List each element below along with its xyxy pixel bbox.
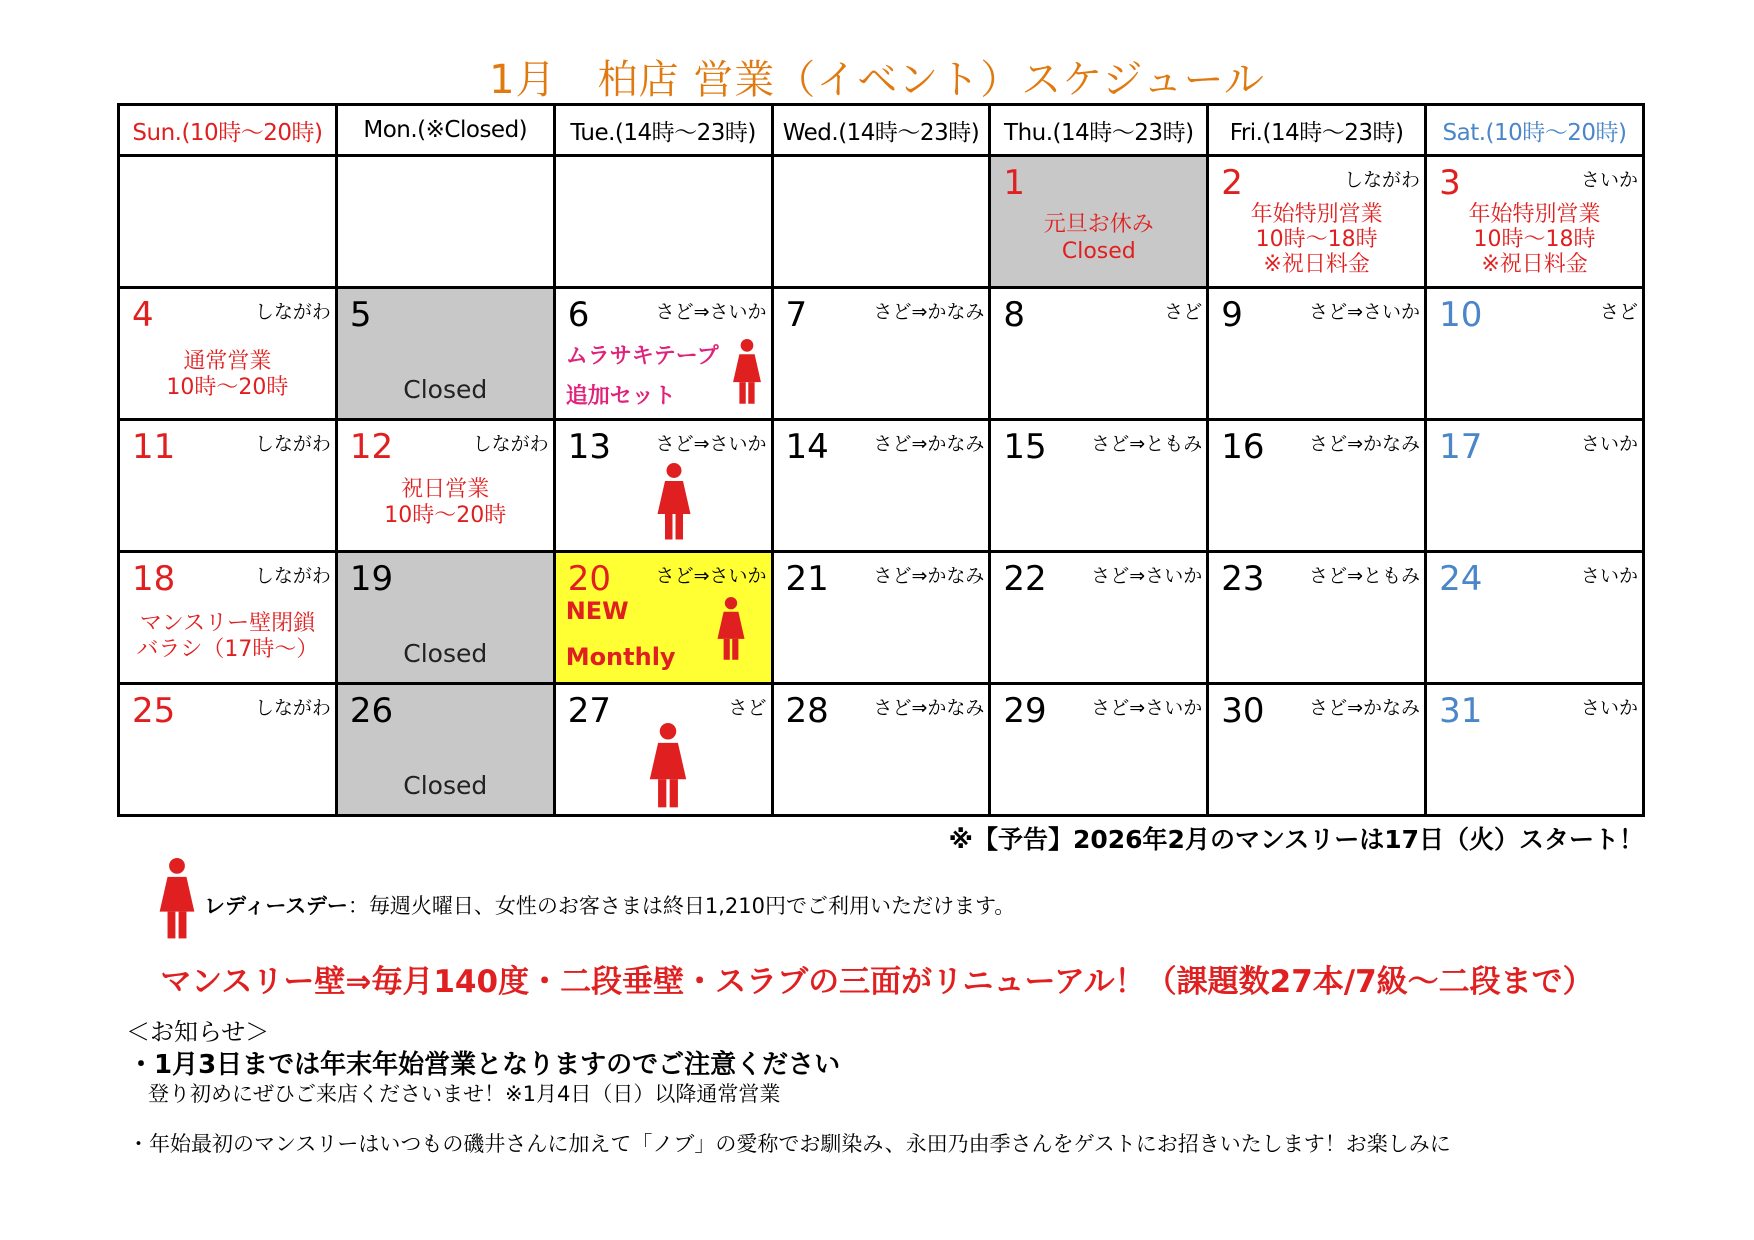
staff-name: さど	[1599, 301, 1638, 323]
day-number: 25	[132, 691, 176, 731]
page-title: 1月 柏店 営業（イベント）スケジュール	[489, 57, 1265, 103]
day-number: 18	[132, 559, 176, 599]
day-note: バラシ（17時～）	[136, 637, 319, 662]
day-cell-27	[554, 684, 772, 816]
day-note: Closed	[1061, 239, 1136, 264]
week-row	[119, 684, 1644, 816]
day-cell-1	[990, 156, 1208, 288]
day-number: 27	[567, 691, 611, 731]
day-cell-10	[1426, 288, 1644, 420]
day-number: 15	[1003, 427, 1047, 467]
day-cell-22	[990, 552, 1208, 684]
day-number: 13	[567, 427, 611, 467]
day-cell-2	[1208, 156, 1426, 288]
week-row	[119, 156, 1644, 288]
staff-name: さど⇒さいか	[655, 301, 767, 323]
day-number: 4	[132, 295, 154, 335]
day-number: 2	[1221, 163, 1243, 203]
woman-icon	[731, 339, 763, 409]
day-number: 5	[349, 295, 372, 335]
notice-item-sub: 登り初めにぜひご来店くださいませ！※1月4日（日）以降通常営業	[148, 1082, 781, 1106]
day-note: 年始特別営業	[1250, 202, 1383, 227]
staff-name: さど⇒かなみ	[873, 301, 985, 323]
header-thursday: Thu.(14時～23時)	[990, 105, 1208, 156]
staff-name: しながわ	[254, 433, 331, 455]
woman-icon	[158, 858, 196, 944]
day-cell-13	[554, 420, 772, 552]
staff-name: さど⇒かなみ	[873, 433, 985, 455]
legend-description: ：毎週火曜日、女性のお客さまは終日1,210円でご利用いただけます。	[347, 894, 1016, 918]
staff-name: さいか	[1580, 565, 1638, 587]
event-label: NEW	[565, 597, 629, 625]
day-cell-29	[990, 684, 1208, 816]
staff-name: さいか	[1580, 169, 1638, 191]
staff-name: さいか	[1580, 433, 1638, 455]
day-cell-4	[119, 288, 337, 420]
notice-item: ・1月3日までは年末年始営業となりますのでご注意ください	[128, 1050, 841, 1080]
day-note: 10時～18時	[1255, 227, 1378, 252]
day-number: 28	[785, 691, 829, 731]
week-row	[119, 552, 1644, 684]
day-cell-15	[990, 420, 1208, 552]
staff-name: さど	[1164, 301, 1203, 323]
day-cell-30	[1208, 684, 1426, 816]
header-tuesday: Tue.(14時～23時)	[554, 105, 772, 156]
staff-name: しながわ	[254, 301, 331, 323]
day-cell-28	[772, 684, 990, 816]
day-cell-19	[336, 552, 554, 684]
day-note: 10時～20時	[384, 503, 507, 528]
day-number: 17	[1439, 427, 1483, 467]
empty-day-cell	[119, 156, 337, 288]
day-number: 30	[1221, 691, 1265, 731]
day-number: 19	[349, 559, 394, 599]
event-label: ムラサキテープ	[565, 344, 719, 369]
day-number: 22	[1003, 559, 1047, 599]
staff-name: さど⇒ともみ	[1091, 433, 1203, 455]
day-cell-7	[772, 288, 990, 420]
empty-day-cell	[554, 156, 772, 288]
weekday-header-row	[119, 105, 1644, 156]
closed-label: Closed	[403, 639, 488, 668]
preview-note: ※【予告】2026年2月のマンスリーは17日（火）スタート！	[948, 825, 1644, 854]
ladies-day-legend	[204, 890, 1015, 920]
day-number: 31	[1439, 691, 1483, 731]
day-cell-20	[554, 552, 772, 684]
staff-name: さど	[728, 697, 767, 719]
staff-name: さど⇒さいか	[1309, 301, 1421, 323]
day-number: 1	[1003, 163, 1026, 203]
day-cell-9	[1208, 288, 1426, 420]
legend-label: レディースデー	[204, 894, 348, 918]
day-note: マンスリー壁閉鎖	[139, 611, 316, 636]
staff-name: さど⇒ともみ	[1309, 565, 1421, 587]
header-saturday: Sat.(10時～20時)	[1426, 105, 1644, 156]
staff-name: さど⇒かなみ	[1309, 697, 1421, 719]
day-note: 元旦お休み	[1043, 212, 1154, 237]
staff-name: さいか	[1580, 697, 1638, 719]
header-sunday: Sun.(10時～20時)	[119, 105, 337, 156]
day-cell-8	[990, 288, 1208, 420]
day-cell-5	[336, 288, 554, 420]
empty-day-cell	[772, 156, 990, 288]
woman-icon	[716, 597, 746, 665]
staff-name: さど⇒かなみ	[1309, 433, 1421, 455]
day-cell-31	[1426, 684, 1644, 816]
day-number: 3	[1439, 163, 1461, 203]
day-number: 24	[1439, 559, 1483, 599]
event-label: Monthly	[565, 643, 676, 671]
day-note: 年始特別営業	[1468, 202, 1601, 227]
day-cell-3	[1426, 156, 1644, 288]
day-number: 7	[785, 295, 808, 335]
day-number: 26	[349, 691, 394, 731]
week-row	[119, 420, 1644, 552]
day-cell-14	[772, 420, 990, 552]
closed-label: Closed	[403, 771, 488, 800]
staff-name: さど⇒さいか	[1091, 697, 1203, 719]
calendar-grid	[117, 103, 1645, 817]
day-cell-16	[1208, 420, 1426, 552]
day-number: 11	[132, 427, 176, 467]
day-note: ※祝日料金	[1481, 252, 1588, 277]
header-monday: Mon.(※Closed)	[336, 105, 554, 156]
day-note: 祝日営業	[401, 477, 490, 502]
day-note: 10時～18時	[1473, 227, 1596, 252]
day-note: 10時～20時	[166, 375, 289, 400]
closed-label: Closed	[403, 375, 488, 404]
day-cell-26	[336, 684, 554, 816]
day-cell-6	[554, 288, 772, 420]
staff-name: さど⇒さいか	[655, 565, 767, 587]
notice-item: ・年始最初のマンスリーはいつもの磯井さんに加えて「ノブ」の愛称でお馴染み、永田乃由季さんをゲストにお招きいたします！お楽しみに	[128, 1132, 1451, 1156]
day-number: 6	[567, 295, 590, 335]
day-number: 29	[1003, 691, 1047, 731]
event-label: 追加セット	[565, 384, 676, 409]
woman-icon	[656, 461, 692, 547]
day-cell-25	[119, 684, 337, 816]
week-row	[119, 288, 1644, 420]
day-cell-17	[1426, 420, 1644, 552]
notice-heading: ＜お知らせ＞	[126, 1018, 270, 1046]
day-note: ※祝日料金	[1263, 252, 1370, 277]
staff-name: しながわ	[254, 565, 331, 587]
staff-name: さど⇒かなみ	[873, 697, 985, 719]
staff-name: さど⇒かなみ	[873, 565, 985, 587]
day-number: 23	[1221, 559, 1265, 599]
day-cell-11	[119, 420, 337, 552]
day-number: 10	[1439, 295, 1483, 335]
woman-icon	[648, 723, 688, 813]
day-number: 20	[567, 559, 611, 599]
monthly-renewal-notice: マンスリー壁⇒毎月140度・二段垂壁・スラブの三面がリニューアル！（課題数27本/7級～二段まで）	[160, 964, 1594, 1000]
day-number: 14	[785, 427, 829, 467]
day-number: 8	[1003, 295, 1026, 335]
day-note: 通常営業	[183, 349, 272, 374]
day-cell-18	[119, 552, 337, 684]
staff-name: しながわ	[472, 433, 549, 455]
day-number: 21	[785, 559, 829, 599]
staff-name: さど⇒さいか	[1091, 565, 1203, 587]
day-cell-24	[1426, 552, 1644, 684]
day-number: 16	[1221, 427, 1265, 467]
staff-name: しながわ	[1344, 169, 1421, 191]
staff-name: さど⇒さいか	[655, 433, 767, 455]
day-cell-23	[1208, 552, 1426, 684]
empty-day-cell	[336, 156, 554, 288]
header-wednesday: Wed.(14時～23時)	[772, 105, 990, 156]
day-cell-12	[336, 420, 554, 552]
day-number: 9	[1221, 295, 1243, 335]
staff-name: しながわ	[254, 697, 331, 719]
day-cell-21	[772, 552, 990, 684]
header-friday: Fri.(14時～23時)	[1208, 105, 1426, 156]
day-number: 12	[349, 427, 394, 467]
